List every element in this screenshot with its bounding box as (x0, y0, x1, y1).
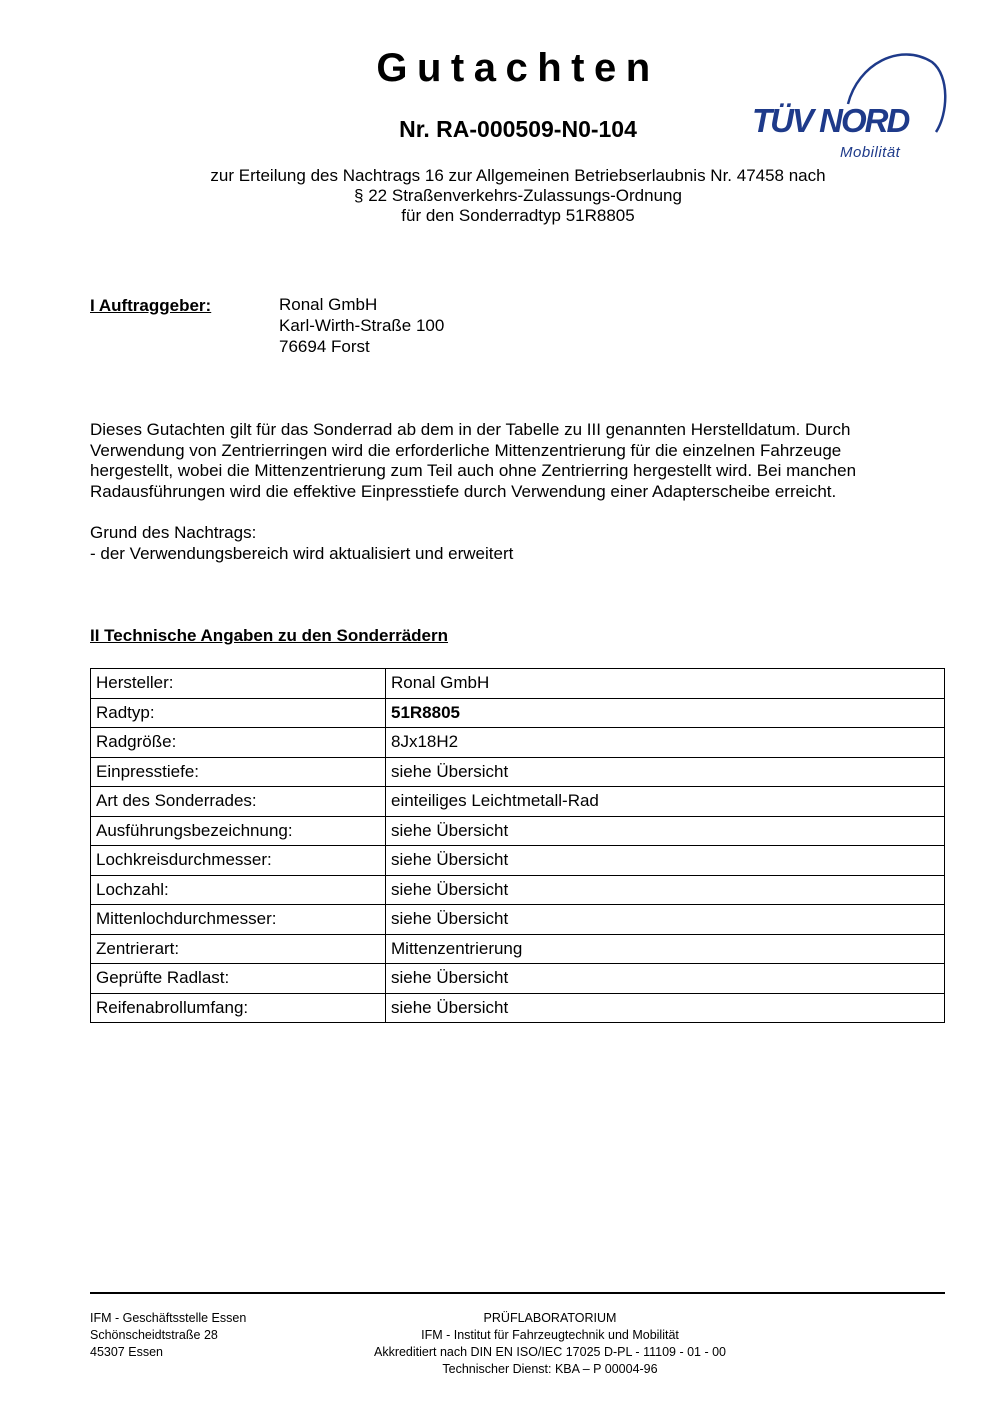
document-number: Nr. RA-000509-N0-104 (399, 116, 637, 142)
spec-value: siehe Übersicht (386, 846, 945, 876)
footer-line: 45307 Essen (90, 1345, 163, 1359)
footer-line: IFM - Institut für Fahrzeugtechnik und Mobilität (421, 1328, 679, 1342)
spec-key: Art des Sonderrades: (91, 787, 386, 817)
reason-title: Grund des Nachtrags: (90, 523, 257, 542)
table-row (91, 934, 945, 964)
document-title: Gutachten (376, 46, 660, 90)
table-row (91, 728, 945, 758)
spec-value: Ronal GmbH (386, 669, 945, 699)
paragraph-line: Verwendung von Zentrierringen wird die erforderliche Mittenzentrierung für die einzelnen Fahrzeuge (90, 440, 842, 460)
spec-key: Radtyp: (91, 698, 386, 728)
spec-value: siehe Übersicht (386, 757, 945, 787)
footer-line: Schönscheidtstraße 28 (90, 1328, 218, 1342)
document-intro (0, 166, 993, 226)
paragraph-line: hergestellt, wobei die Mittenzentrierung zum Teil auch ohne Zentrierring hergestellt wird. Bei manchen (90, 461, 857, 480)
footer-address (90, 1310, 246, 1361)
spec-value: 8Jx18H2 (386, 728, 945, 758)
table-row (91, 993, 945, 1023)
footer-line: PRÜFLABORATORIUM (483, 1311, 617, 1325)
logo-brand: TÜV NORD (752, 102, 909, 139)
intro-line: für den Sonderradtyp 51R8805 (401, 206, 635, 225)
spec-value: siehe Übersicht (386, 964, 945, 994)
table-row (91, 669, 945, 699)
spec-value: siehe Übersicht (386, 816, 945, 846)
footer-divider (90, 1292, 945, 1294)
client-address (279, 294, 444, 357)
spec-key: Hersteller: (91, 669, 386, 699)
spec-key: Lochzahl: (91, 875, 386, 905)
validity-paragraph (90, 420, 950, 502)
spec-key: Radgröße: (91, 728, 386, 758)
spec-key: Ausführungsbezeichnung: (91, 816, 386, 846)
spec-value: siehe Übersicht (386, 993, 945, 1023)
spec-value: siehe Übersicht (386, 875, 945, 905)
spec-value: Mittenzentrierung (386, 934, 945, 964)
spec-key: Reifenabrollumfang: (91, 993, 386, 1023)
spec-value: siehe Übersicht (386, 905, 945, 935)
footer-lab-info (300, 1310, 800, 1378)
tuv-nord-logo (750, 44, 950, 166)
spec-key: Mittenlochdurchmesser: (91, 905, 386, 935)
client-label: I Auftraggeber: (90, 296, 212, 315)
paragraph-line: Radausführungen wird die effektive Einpresstiefe durch Verwendung einer Adapterscheibe erreicht. (90, 481, 837, 501)
table-row (91, 875, 945, 905)
spec-key: Geprüfte Radlast: (91, 964, 386, 994)
table-row (91, 846, 945, 876)
amendment-reason (90, 523, 513, 564)
intro-line: zur Erteilung des Nachtrags 16 zur Allgemeinen Betriebserlaubnis Nr. 47458 nach (210, 166, 826, 185)
intro-line: § 22 Straßenverkehrs-Zulassungs-Ordnung (354, 186, 682, 205)
table-row (91, 757, 945, 787)
reason-item: - der Verwendungsbereich wird aktualisiert und erweitert (90, 543, 514, 563)
table-row (91, 905, 945, 935)
spec-key: Zentrierart: (91, 934, 386, 964)
spec-table (90, 668, 945, 1023)
spec-key: Einpresstiefe: (91, 757, 386, 787)
paragraph-line: Dieses Gutachten gilt für das Sonderrad ab dem in der Tabelle zu III genannten Herstelldatum. Durch (90, 420, 851, 439)
footer-line: Technischer Dienst: KBA – P 00004-96 (442, 1362, 658, 1376)
table-row (91, 787, 945, 817)
client-line: Ronal GmbH (279, 295, 378, 314)
section-title: II Technische Angaben zu den Sonderrädern (90, 626, 449, 645)
table-row (91, 964, 945, 994)
logo-sub: Mobilität (840, 144, 901, 161)
table-row (91, 816, 945, 846)
footer-line: Akkreditiert nach DIN EN ISO/IEC 17025 D-PL - 11109 - 01 - 00 (373, 1345, 726, 1359)
footer-line: IFM - Geschäftsstelle Essen (90, 1311, 247, 1325)
spec-key: Lochkreisdurchmesser: (91, 846, 386, 876)
client-line: Karl-Wirth-Straße 100 (279, 316, 445, 335)
client-line: 76694 Forst (279, 337, 370, 356)
spec-value: einteiliges Leichtmetall-Rad (386, 787, 945, 817)
table-row (91, 698, 945, 728)
spec-value: 51R8805 (386, 698, 945, 728)
